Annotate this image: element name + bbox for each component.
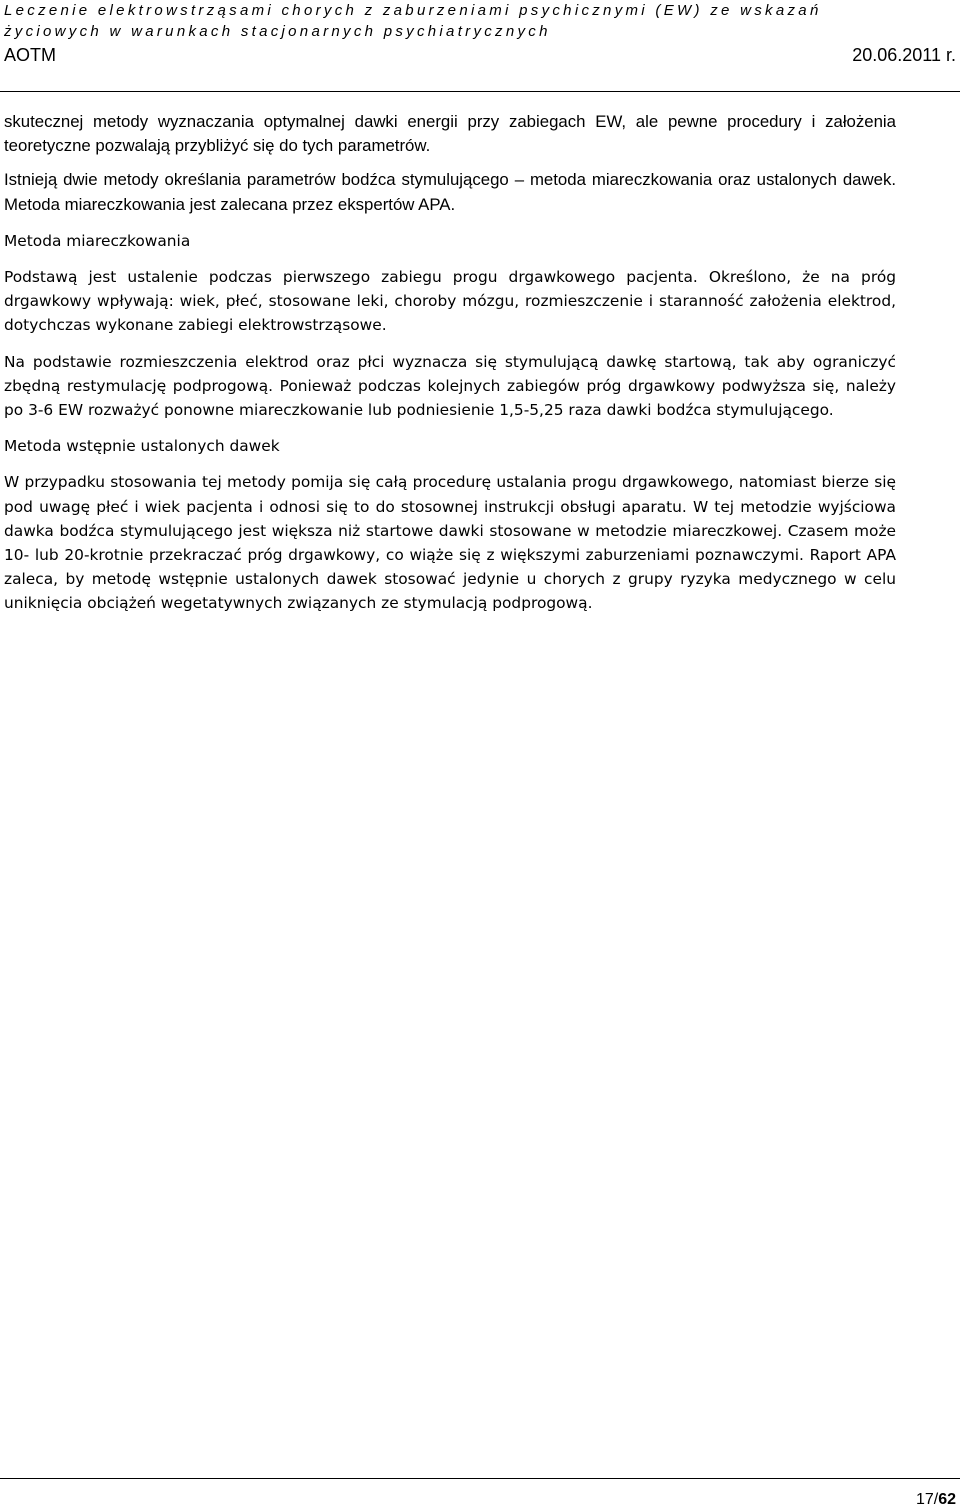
subheading-fixed-dose-method: Metoda wstępnie ustalonych dawek xyxy=(4,437,280,456)
running-title-line-2: życiowych w warunkach stacjonarnych psychiatrycznych xyxy=(4,23,551,40)
running-title-line-1: Leczenie elektrowstrząsami chorych z zaburzeniami psychicznymi (EW) ze wskazań xyxy=(4,2,822,19)
paragraph-methods-intro: Istnieją dwie metody określania parametrów bodźca stymulującego – metoda miareczkowania oraz ustalonych dawek. Metoda miareczkowania jest zalecana przez ekspertów APA. xyxy=(4,170,896,214)
page-number-total: 62 xyxy=(938,1491,956,1508)
paragraph-fixed-dose: W przypadku stosowania tej metody pomija się całą procedurę ustalania progu drgawkowego, natomiast bierze się pod uwagę płeć i wiek pacjenta i odnosi się to do stosownej instrukcji obsługi aparatu. W tej metodzie wyjściowa dawka bodźca stymulującego jest większa niż startowe dawki stosowane w metodzie miareczkowej. Czasem może 10- lub 20-krotnie przekraczać próg drgawkowy, co wiąże się z większymi zaburzeniami poznawczymi. Raport APA zaleca, by metodę wstępnie ustalonych dawek stosować jedynie u chorych z grupy ryzyka medycznego w celu uniknięcia obciążeń wegetatywnych związanych ze stymulacją podprogową. xyxy=(4,473,896,613)
paragraph-continuation: skutecznej metody wyznaczania optymalnej dawki energii przy zabiegach EW, ale pewne procedury i założenia teoretyczne pozwalają przybliżyć się do tych parametrów. xyxy=(4,112,896,156)
header-organization: AOTM xyxy=(4,45,56,65)
paragraph-starting-dose: Na podstawie rozmieszczenia elektrod oraz płci wyznacza się stymulującą dawkę startową, tak aby ograniczyć zbędną restymulację podprogową. Ponieważ podczas kolejnych zabiegów próg drgawkowy podwyższa się, należy po 3-6 EW rozważyć ponowne miareczkowanie lub podniesienie 1,5-5,25 raza dawki bodźca stymulującego. xyxy=(4,352,896,420)
subheading-titration-method: Metoda miareczkowania xyxy=(4,231,191,250)
header-date: 20.06.2011 r. xyxy=(852,45,956,65)
page-number xyxy=(916,1491,956,1509)
document-running-title xyxy=(4,0,958,42)
page-number-current: 17 xyxy=(915,1491,934,1508)
header-divider xyxy=(0,91,960,92)
page-body xyxy=(4,110,896,616)
page-number-separator: / xyxy=(933,1491,939,1508)
paragraph-titration-basis: Podstawą jest ustalenie podczas pierwszego zabiegu progu drgawkowego pacjenta. Określono, że na próg drgawkowy wpływają: wiek, płeć, stosowane leki, choroby mózgu, rozmieszczenie i staranność założenia elektrod, dotychczas wykonane zabiegi elektrowstrząsowe. xyxy=(4,268,896,335)
footer-divider xyxy=(0,1478,960,1479)
